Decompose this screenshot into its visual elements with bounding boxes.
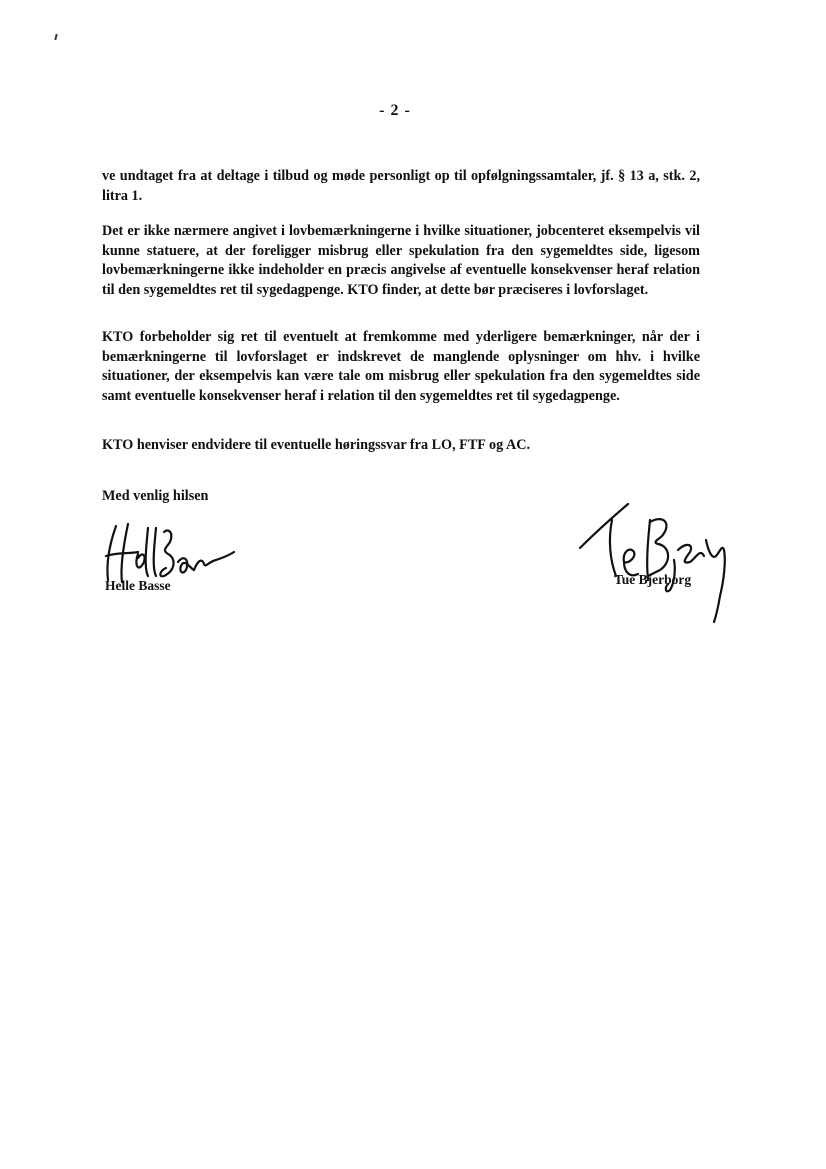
paragraph-3: KTO forbeholder sig ret til eventuelt at fremkomme med yderligere bemærkninger, når der i bemærkningerne til lovforslaget er indskrevet de manglende oplysninger om hhv. i hvilke situationer, der eksempelvis kan være tale om misbrug eller spekulation fra den sygemeldtes side samt eventuelle konsekvenser heraf i relation til den sygemeldtes ret til sygedagpenge. bbox=[102, 329, 700, 404]
signature-right bbox=[578, 500, 738, 625]
scan-speck bbox=[54, 34, 57, 40]
closing-salutation: Med venlig hilsen bbox=[102, 488, 209, 504]
page-number: - 2 - bbox=[379, 102, 411, 119]
paragraph-1: ve undtaget fra at deltage i tilbud og møde personligt op til opfølgningssamtaler, jf. § 13 a, stk. 2, litra 1. bbox=[102, 168, 700, 204]
paragraph-2: Det er ikke nærmere angivet i lovbemærkningerne i hvilke situationer, jobcenteret eksempelvis vil kunne statuere, at der foreligger misbrug eller spekulation fra den sygemeldtes side, ligesom lovbemærkningerne ikke indeholder en præcis angivelse af eventuelle konsekvenser heraf relation til den sygemeldtes ret til sygedagpenge. KTO finder, at dette bør præciseres i lovforslaget. bbox=[102, 223, 700, 298]
signer-name-left: Helle Basse bbox=[105, 578, 171, 593]
paragraph-4: KTO henviser endvidere til eventuelle høringssvar fra LO, FTF og AC. bbox=[102, 437, 530, 453]
signer-name-right: Tue Bjerborg bbox=[614, 572, 692, 587]
